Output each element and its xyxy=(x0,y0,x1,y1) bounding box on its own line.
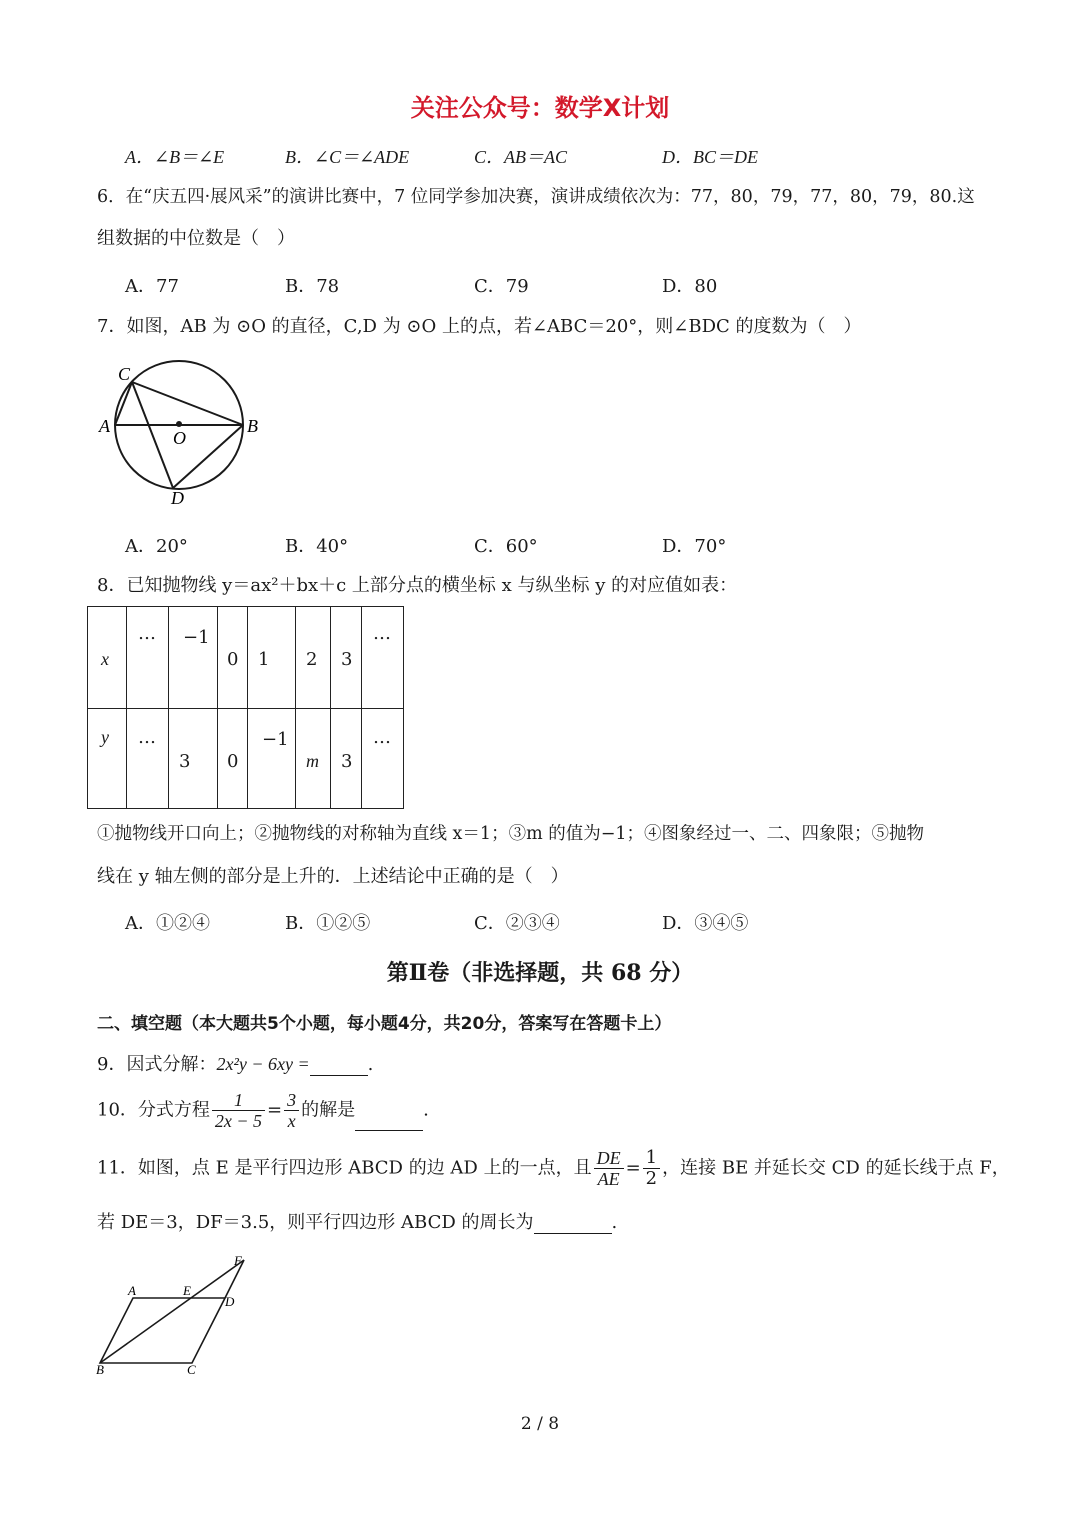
q11-answer-blank[interactable] xyxy=(534,1215,612,1234)
q11-fraction-half xyxy=(643,1148,660,1189)
table-cell: 2 xyxy=(306,649,318,670)
part-two-title: 第Ⅱ卷（非选择题，共 68 分） xyxy=(386,960,694,986)
q7-option-c: C．60° xyxy=(474,536,538,557)
label-d: D xyxy=(225,1294,235,1309)
q11-frac2-denominator: 2 xyxy=(645,1168,658,1189)
table-cell: y xyxy=(101,727,109,747)
chord-ca-line xyxy=(115,382,132,425)
label-f: F xyxy=(234,1253,242,1268)
q10-question xyxy=(97,1090,429,1131)
page-header-banner: 关注公众号：数学X计划 xyxy=(410,94,670,122)
table-cell: m xyxy=(306,751,319,771)
q11-parallelogram-figure xyxy=(92,1250,262,1380)
table-cell: 3 xyxy=(341,751,353,772)
q11-equals: = xyxy=(625,1157,641,1179)
q8-option-d: D．③④⑤ xyxy=(662,913,749,934)
section-two-heading: 二、填空题（本大题共5个小题，每小题4分，共20分，答案写在答题卡上） xyxy=(97,1014,672,1034)
label-c: C xyxy=(187,1362,196,1377)
q8-statements-line2: 线在 y 轴左侧的部分是上升的．上述结论中正确的是（ ） xyxy=(97,866,569,887)
q7-option-b: B．40° xyxy=(285,536,349,557)
q11-suffix: . xyxy=(611,1212,618,1233)
table-cell: x xyxy=(101,649,109,669)
q6-option-d: D．80 xyxy=(662,276,718,297)
chord-cb-line xyxy=(132,382,243,425)
center-o-dot xyxy=(176,421,182,427)
chord-cd-line xyxy=(132,382,173,488)
q9-expression: 2x²y − 6xy = xyxy=(216,1054,310,1074)
table-cell: … xyxy=(138,727,156,748)
q10-prefix: 10．分式方程 xyxy=(97,1099,210,1121)
q7-question: 7．如图，AB 为 ⊙O 的直径，C,D 为 ⊙O 上的点，若∠ABC＝20°，则∠BDC 的度数为（ ） xyxy=(97,316,862,337)
label-o: O xyxy=(173,428,186,448)
label-b: B xyxy=(96,1362,104,1377)
q11-question-line1 xyxy=(97,1148,1010,1189)
q11-fraction-de-ae xyxy=(594,1148,624,1189)
q11-frac-denominator: AE xyxy=(597,1169,620,1189)
q8-option-b: B．①②⑤ xyxy=(285,913,371,934)
q8-statements-line1: ①抛物线开口向上；②抛物线的对称轴为直线 x＝1；③m 的值为−1；④图象经过一、二、四象限；⑤抛物 xyxy=(97,824,925,844)
table-cell: 3 xyxy=(341,649,353,670)
q5-option-c: C．AB＝AC xyxy=(474,147,567,167)
label-a: A xyxy=(99,416,110,436)
table-row-x xyxy=(88,607,404,709)
q8-question: 8．已知抛物线 y＝ax²＋bx＋c 上部分点的横坐标 x 与纵坐标 y 的对应值如表： xyxy=(97,575,738,596)
label-b: B xyxy=(247,416,258,436)
q10-equals: = xyxy=(267,1099,283,1121)
table-cell: −1 xyxy=(183,627,210,648)
table-cell: … xyxy=(138,623,156,644)
q10-mid-text: 的解是 xyxy=(301,1099,356,1121)
line-bf xyxy=(100,1260,244,1363)
q8-option-c: C．②③④ xyxy=(474,913,560,934)
q7-option-a: A．20° xyxy=(125,536,188,557)
q11-prefix: 11．如图，点 E 是平行四边形 ABCD 的边 AD 上的一点，且 xyxy=(97,1157,592,1179)
label-a: A xyxy=(128,1283,136,1298)
q6-option-c: C．79 xyxy=(474,276,529,297)
q7-circle-figure xyxy=(95,360,270,510)
label-c: C xyxy=(118,364,131,384)
table-cell: 0 xyxy=(227,751,239,772)
q10-frac1-numerator: 1 xyxy=(212,1090,265,1111)
q9-prefix: 9．因式分解： xyxy=(97,1054,217,1075)
page-number: 2 / 8 xyxy=(520,1414,560,1434)
q10-suffix: . xyxy=(423,1099,429,1121)
q11-question-line2 xyxy=(97,1212,617,1234)
table-cell: 3 xyxy=(179,751,191,772)
q10-frac2-denominator: x xyxy=(287,1111,296,1131)
q8-value-table xyxy=(87,606,404,809)
table-cell: … xyxy=(373,727,391,748)
table-row-y xyxy=(88,709,404,809)
table-cell: −1 xyxy=(262,729,289,750)
parallelogram-abcd-shape xyxy=(100,1298,225,1363)
q6-option-b: B．78 xyxy=(285,276,340,297)
q11-frac2-numerator: 1 xyxy=(643,1148,660,1169)
q11-line2-text: 若 DE＝3，DF＝3.5，则平行四边形 ABCD 的周长为 xyxy=(97,1212,534,1233)
q6-question-line1: 6．在“庆五四·展风采”的演讲比赛中，7 位同学参加决赛，演讲成绩依次为：77，80，79，77，80，79，80.这 xyxy=(97,187,975,207)
q10-frac2-numerator: 3 xyxy=(284,1090,299,1111)
table-cell: 0 xyxy=(227,649,239,670)
q9-answer-blank[interactable] xyxy=(310,1057,368,1076)
q10-fraction-left xyxy=(212,1090,265,1131)
q7-option-d: D．70° xyxy=(662,536,727,557)
q11-rest: ，连接 BE 并延长交 CD 的延长线于点 F， xyxy=(662,1157,1010,1179)
q8-option-a: A．①②④ xyxy=(125,913,210,934)
label-d: D xyxy=(171,488,184,508)
q6-question-line2: 组数据的中位数是（ ） xyxy=(97,228,295,249)
q5-option-a: A．∠B＝∠E xyxy=(125,147,225,167)
q5-option-d: D．BC＝DE xyxy=(662,147,758,167)
q10-answer-blank[interactable] xyxy=(355,1112,423,1131)
table-cell: 1 xyxy=(258,649,270,670)
q9-suffix: . xyxy=(367,1054,374,1075)
q11-frac-numerator: DE xyxy=(594,1148,624,1169)
q10-frac1-denominator: 2x − 5 xyxy=(214,1111,263,1131)
q5-option-b: B．∠C＝∠ADE xyxy=(285,147,410,167)
table-cell: … xyxy=(373,623,391,644)
q9-question xyxy=(97,1053,373,1076)
q10-fraction-right xyxy=(284,1090,299,1131)
q6-option-a: A．77 xyxy=(125,276,179,297)
label-e: E xyxy=(183,1283,191,1298)
